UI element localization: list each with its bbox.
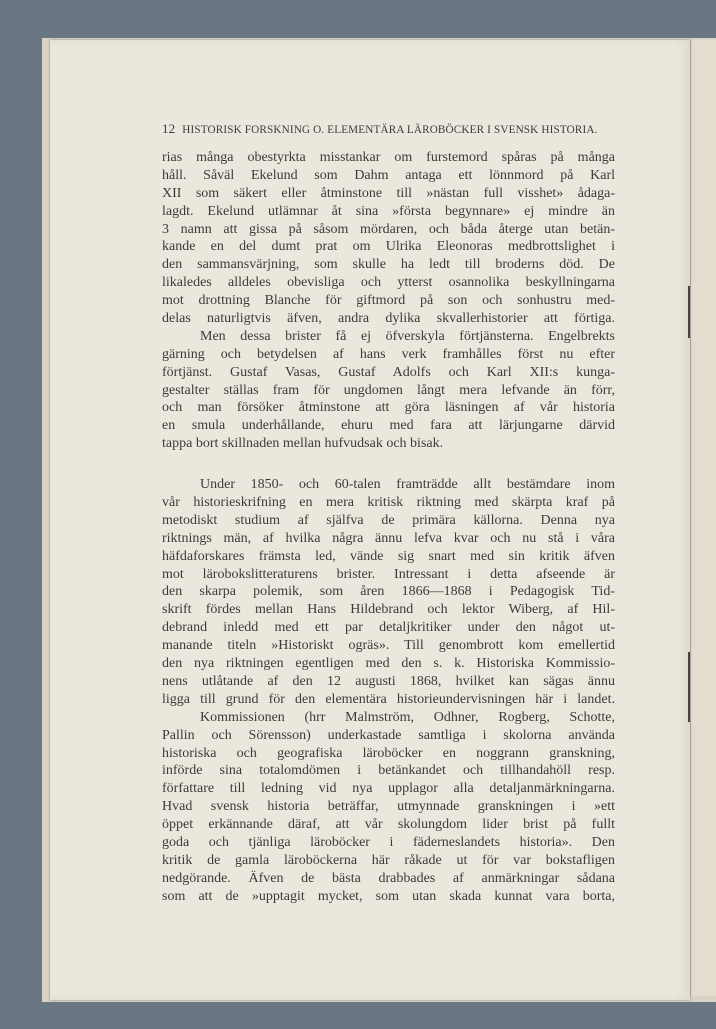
text-line: kande en del dumt prat om Ulrika Eleonoras medbrottslighet i: [162, 239, 615, 255]
text-line: gestalter ställas fram för ungdomen långt mera lefvande än förr,: [162, 382, 615, 398]
text-line: delas naturligtvis äfven, andra dylika skvallerhistorier att förtiga.: [162, 311, 615, 327]
text-line: rias många obestyrkta misstankar om furstemord spåras på många: [162, 150, 615, 165]
text-line: lagdt. Ekelund utlämnar åt sina »första begynnare» ej mindre än: [162, 203, 615, 219]
text-line: metodiskt studium af själfva de primära källorna. Denna nya: [162, 512, 615, 528]
text-line: goda och tjänliga läroböcker i fäderneslandets historia». Den: [162, 834, 615, 850]
text-line: som att de »upptagit mycket, som utan skada kunnat vara borta,: [162, 888, 615, 904]
text-line: tappa bort skillnaden mellan hufvudsak och bisak.: [162, 436, 444, 452]
paragraph-gap: [162, 453, 615, 476]
text-line: Kommissionen (hrr Malmström, Odhner, Rogberg, Schotte,: [200, 709, 615, 725]
text-line: den nya riktningen egentligen med den s. k. Historiska Kommissio-: [162, 656, 615, 672]
text-line: den skarpa polemik, som åren 1866—1868 i Pedagogisk Tid-: [162, 584, 615, 600]
facing-page-edge: [690, 40, 716, 996]
paragraph: [162, 476, 615, 905]
text-line: Under 1850- och 60-talen framträdde allt bestämdare inom: [200, 477, 615, 493]
text-line: debrand inledd med ett par detaljkritiker under den något ut-: [162, 620, 615, 636]
paragraph: [162, 149, 615, 453]
text-line: författare till ledning vid nya upplagor alla detaljanmärkningarna.: [162, 781, 615, 797]
text-line: nedgörande. Äfven de bästa drabbades af anmärkningar sådana: [162, 870, 615, 886]
text-line: nens utlåtande af den 12 augusti 1868, hvilket kan sägas ännu: [162, 673, 615, 689]
text-line: Hvad svensk historia beträffar, utmynnade granskningen i »ett: [162, 799, 615, 815]
text-line: likaledes alldeles obevisliga och ytterst osannolika beskyllningarna: [162, 275, 615, 291]
text-line: mot drottning Blanche för giftmord på son och sonhustru med-: [162, 293, 615, 309]
text-line: 3 namn att gissa på såsom mördaren, och båda återge utan betän-: [162, 221, 615, 237]
text-line: och man försöker åtminstone att göra läsningen af vår historia: [162, 400, 615, 416]
text-line: vår historieskrifning en mera kritisk riktning med skärpta kraf på: [162, 495, 615, 511]
running-head-title: HISTORISK FORSKNING O. ELEMENTÄRA LÄROBÖCKER I SVENSK HISTORIA.: [182, 124, 598, 136]
body-text: [162, 149, 615, 906]
page-edge-mark: [688, 652, 690, 722]
running-head: [162, 121, 612, 137]
text-line: häfdaforskares främsta led, vände sig snart med sin kritik äfven: [162, 548, 615, 564]
text-line: manande titeln »Historiskt ogräs». Till genombrott kom emellertid: [162, 638, 615, 654]
text-line: ligga till grund för den elementära historieundervisningen här i landet.: [162, 691, 615, 707]
text-line: riktnings män, af hvilka några ännu lefva kvar och nu stå i våra: [162, 530, 615, 546]
text-line: gärning och betydelsen af hans verk framhålles först nu efter: [162, 346, 615, 362]
text-line: förtjänst. Gustaf Vasas, Gustaf Adolfs och Karl XII:s kunga-: [162, 364, 615, 380]
text-line: den sammansvärjning, som skulle ha ledt till broderns död. De: [162, 257, 615, 273]
text-line: XII som säkert eller åtminstone till »nästan full visshet» ådaga-: [162, 185, 615, 201]
text-line: öppet erkännande däraf, att vår skolungdom lider brist på fullt: [162, 817, 615, 833]
page-number: 12: [162, 121, 176, 136]
text-line: kritik de gamla läroböckerna här råkade ut för var bokstafligen: [162, 852, 615, 868]
text-line: Men dessa brister få ej öfverskyla förtjänsterna. Engelbrekts: [200, 328, 615, 344]
text-line: skrift fördes mellan Hans Hildebrand och lektor Wiberg, af Hil-: [162, 602, 615, 618]
text-line: håll. Såväl Ekelund som Dahm antaga ett lönnmord på Karl: [162, 167, 615, 183]
text-line: historiska och geografiska läroböcker en noggrann granskning,: [162, 745, 615, 761]
text-line: Pallin och Sörensson) underkastade samtliga i skolorna använda: [162, 727, 615, 743]
text-line: en smula underhållande, ehuru med fara att lärjungarne därvid: [162, 418, 615, 434]
page-edge-mark: [688, 286, 690, 338]
text-line: mot lärobokslitteraturens brister. Intressant i detta afseende är: [162, 566, 615, 582]
text-line: införde sina totalomdömen i betänkandet och tillhandahöll resp.: [162, 763, 615, 779]
